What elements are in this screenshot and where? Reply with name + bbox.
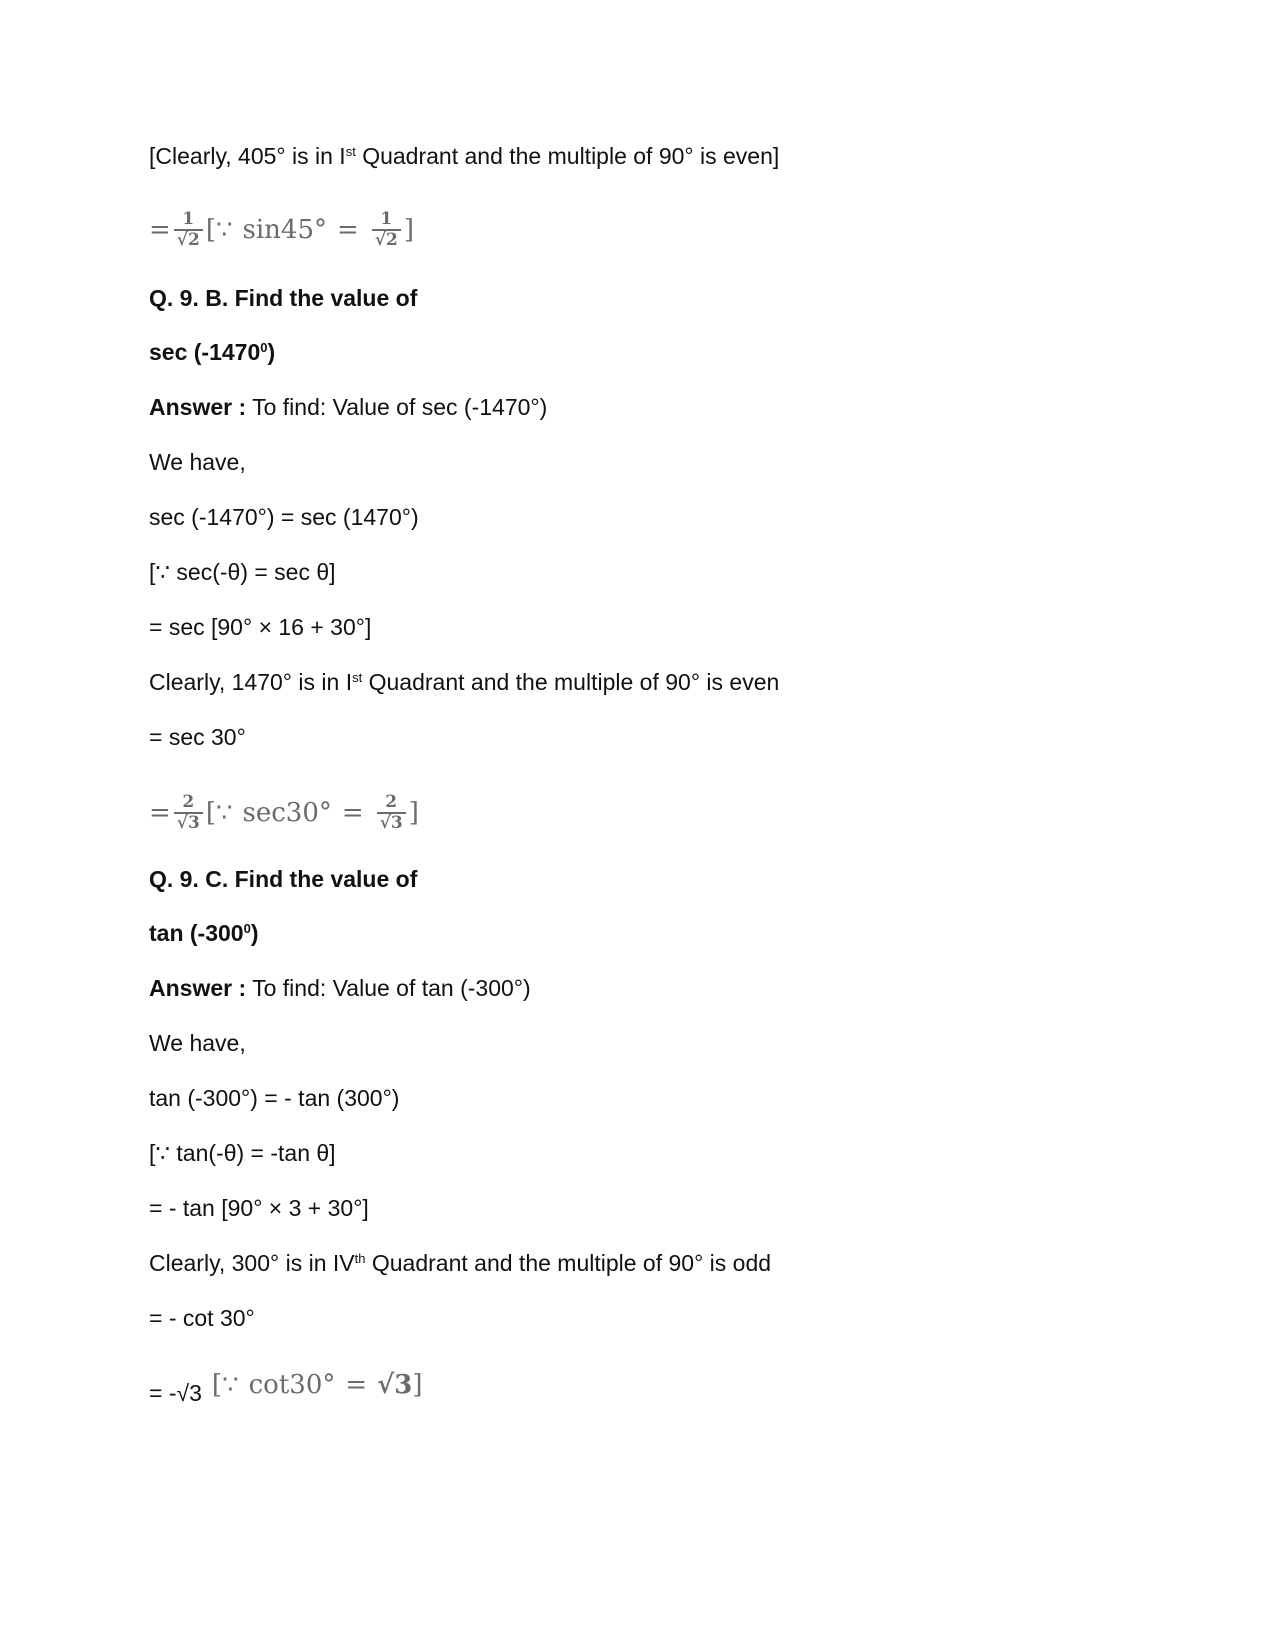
answer-label: Answer : <box>149 394 247 420</box>
because-symbol: ∵ <box>222 1370 239 1400</box>
answer-label: Answer : <box>149 975 247 1001</box>
answer-9b-line: = sec [90° × 16 + 30°] <box>149 614 372 640</box>
result-sec30-equation: = $\frac{2}{√3}$ [ ∵ sec30° = $\frac{2}{√3}$ ] <box>149 792 419 833</box>
because-symbol: ∵ <box>215 215 233 245</box>
answer-9c-line: = - tan [90° × 3 + 30°] <box>149 1195 369 1221</box>
quadrant-note-405: [Clearly, 405° is in Ist Quadrant and the multiple of 90° is even] <box>149 143 780 169</box>
answer-9b-line: sec (-1470°) = sec (1470°) <box>149 504 419 530</box>
because-symbol: ∵ <box>215 798 233 828</box>
fraction-2-over-root3: $\frac{2}{√3}$ <box>377 793 406 833</box>
negative-root3-result: = -√3 <box>149 1379 202 1406</box>
answer-9c-line: tan (-300°) = - tan (300°) <box>149 1085 400 1111</box>
result-cot30-equation: = -√3 [ ∵ cot30° = √3 ] <box>149 1370 423 1406</box>
equals-sign: = <box>149 215 171 245</box>
answer-9b-intro: Answer : To find: Value of sec (-1470°) <box>149 394 548 420</box>
quadrant-note-300: Clearly, 300° is in IVth Quadrant and the multiple of 90° is odd <box>149 1250 772 1276</box>
answer-9c-line: [∵ tan(-θ) = -tan θ] <box>149 1140 336 1166</box>
answer-9b-line: We have, <box>149 449 246 475</box>
quadrant-note-1470: Clearly, 1470° is in Ist Quadrant and the multiple of 90° is even <box>149 669 780 695</box>
root3-value: √3 <box>377 1370 413 1400</box>
question-9c-title: Q. 9. C. Find the value of <box>149 866 418 892</box>
fraction-1-over-root2: $\frac{1}{√2}$ <box>372 210 401 250</box>
fraction-1-over-root2: $\frac{1}{√2}$ <box>174 210 203 250</box>
answer-9c-intro: Answer : To find: Value of tan (-300°) <box>149 975 531 1001</box>
sec30-expression: sec30° <box>242 798 332 828</box>
equals-sign: = <box>149 798 171 828</box>
cot30-expression: cot30° <box>248 1370 336 1400</box>
answer-9c-line: We have, <box>149 1030 246 1056</box>
sin45-expression: sin45° <box>242 215 328 245</box>
answer-9c-line: = - cot 30° <box>149 1305 255 1331</box>
question-9c-expression: $\tan (-300^0)$ <box>149 920 259 946</box>
answer-9b-line: = sec 30° <box>149 724 246 750</box>
answer-9b-line: [∵ sec(-θ) = sec θ] <box>149 559 336 585</box>
question-9b-title: Q. 9. B. Find the value of <box>149 285 418 311</box>
result-sin45-equation: = $\frac{1}{√2}$ [ ∵ sin45° = $\frac{1}{√2}$ ] <box>149 209 414 250</box>
question-9b-expression: sec (-1470$^0$) <box>149 339 276 365</box>
fraction-2-over-root3: $\frac{2}{√3}$ <box>174 793 203 833</box>
